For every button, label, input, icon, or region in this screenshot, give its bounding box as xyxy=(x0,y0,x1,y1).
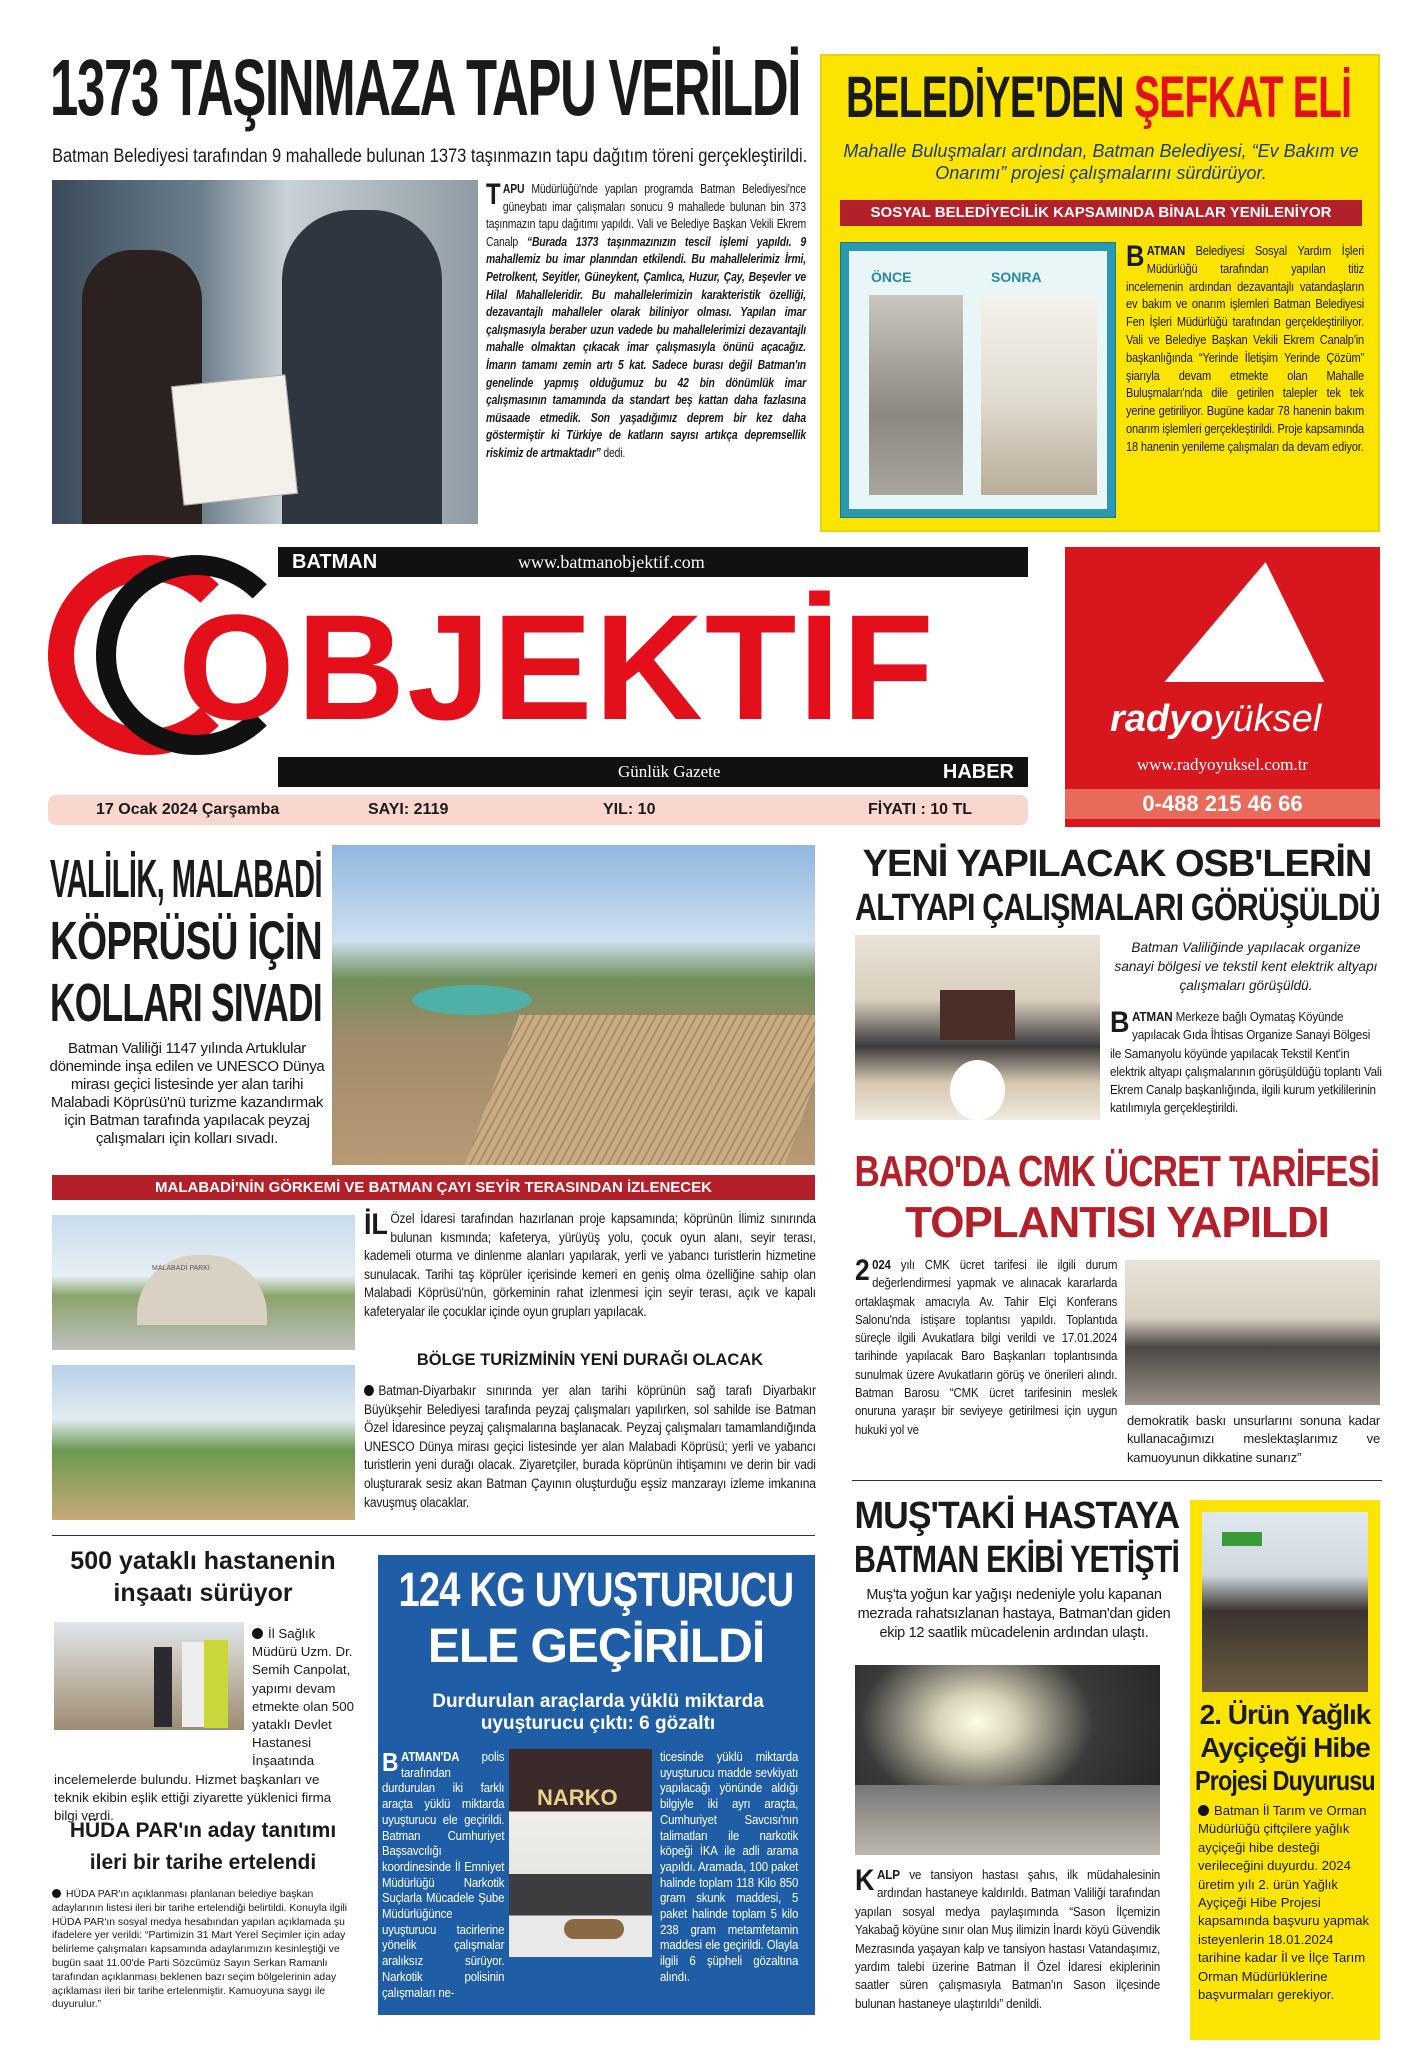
body-text: Belediyesi Sosyal Yardım İşleri Müdürlüğü tarafından yapılan titiz incelemenin ardından dezavantajlı vatandaşların ev bakım ve onarım işlemleri Batman Belediyesi Fen İşleri Müdürlüğü tarafından gerçekleştiriliyor. Vali ve Belediye Başkan Vekili Ekrem Canalp'in başkanlığında “Yerinde İletişim Yerinde Çözüm” şiarıyla devam etmekte olan Mahalle Buluşmaları'nda dile getirilen talepler tek tek yerine getiriliyor. Bugüne kadar 78 hanenin bakım onarım işlemleri gerçekleştirildi. Proje kapsamında 18 hanenin yenileme çalışmaları da devam ediyor. xyxy=(1126,243,1364,454)
body-end: dedi. xyxy=(600,444,626,460)
tapu-headline: 1373 TAŞINMAZA TAPU VERİLDİ xyxy=(50,43,801,132)
drop-cap: B xyxy=(1126,240,1145,273)
drop-cap: K xyxy=(855,1864,875,1897)
radyo-phone: 0-488 215 46 66 xyxy=(1065,789,1380,819)
lead-word: ATMAN xyxy=(1146,243,1186,258)
malabadi-render-photo xyxy=(332,845,815,1165)
baro-body xyxy=(855,1256,1117,1439)
malabadi-bar: MALABADİ'NİN GÖRKEMİ VE BATMAN ÇAYI SEYİR TERASINDAN İZLENECEK xyxy=(52,1175,815,1200)
narkotik-photo xyxy=(509,1749,652,1957)
osb-body xyxy=(1110,1008,1382,1118)
haber-label: HABER xyxy=(942,761,1014,783)
lead-word: ATMAN xyxy=(1132,1009,1173,1024)
radyo-yuksel-ad[interactable] xyxy=(1065,547,1380,827)
city-label: BATMAN xyxy=(292,551,378,573)
mus-body xyxy=(855,1866,1160,2013)
issue-date: 17 Ocak 2024 Çarşamba xyxy=(96,801,280,818)
masthead-top-bar xyxy=(278,547,1028,577)
osb-summary: Batman Valiliğinde yapılacak organize sanayi bölgesi ve tekstil kent elektrik altyapı çalışmaları görüşüldü. xyxy=(1114,940,1378,993)
radyo-brand: radyoyüksel xyxy=(1110,698,1322,740)
aycicegi-photo xyxy=(1202,1512,1368,1692)
drop-cap: B xyxy=(1110,1006,1130,1039)
sefkat-title: BELEDİYE'DEN ŞEFKAT ELİ xyxy=(846,65,1352,130)
body-text: Merkeze bağlı Oymataş Köyünde yapılacak Gıda İhtisas Organize Sanayi Bölgesi ile Samanyolu köyünde yapılacak Tekstil Kent'in elektrik altyapı çalışmalarının görüşüldüğü toplantı Vali Ekrem Canalp başkanlığında, ilgili kurum yetkililerinin katılımıyla gerçekleştirildi. xyxy=(1110,1009,1382,1116)
tapu-body xyxy=(486,180,806,462)
body-text: Müdürlüğü'nde yapılan programda Batman Belediyesi'nce güneybatı imar çalışmaları sonucu 9 mahallede bulunan bin 373 taşınmazın tapu dağıtımı yapıldı. Vali ve Belediye Başkan Vekili Ekrem Canalp xyxy=(486,181,806,249)
aycicegi-headline: 2. Ürün Yağlık Ayçiçeği Hibe Projesi Duyurusu xyxy=(1195,1699,1375,1796)
lead-word: ATMAN'DA xyxy=(400,1749,460,1764)
sefkat-bar: SOSYAL BELEDİYECİLİK KAPSAMINDA BİNALAR YENİLENİYOR xyxy=(840,200,1362,226)
malabadi-subhead: BÖLGE TURİZMİNİN YENİ DURAĞI OLACAK xyxy=(416,1351,764,1369)
sefkat-subtitle: Mahalle Buluşmaları ardından, Batman Belediyesi, “Ev Bakım ve Onarımı” projesi çalışmalarını sürdürüyor. xyxy=(843,141,1359,183)
divider xyxy=(852,1480,1382,1481)
malabadi-park-photo xyxy=(52,1215,355,1350)
masthead xyxy=(48,545,1028,828)
park-sign: MALABADİ PARKI xyxy=(152,1265,210,1272)
bullet-icon xyxy=(252,1628,263,1639)
before-after-photo xyxy=(840,242,1116,518)
sefkat-body xyxy=(1126,242,1364,456)
info-strip xyxy=(48,795,1028,825)
bullet-icon xyxy=(364,1385,374,1396)
mus-headline: MUŞ'TAKİ HASTAYA BATMAN EKİBİ YETİŞTİ xyxy=(854,1495,1180,1581)
before-label: ÖNCE xyxy=(871,269,912,285)
narkotik-headline: 124 KG UYUŞTURUCU ELE GEÇİRİLDİ xyxy=(398,1564,794,1673)
aycicegi-body: Batman İl Tarım ve Orman Müdürlüğü çiftçilere yağlık ayçiçeği hibe desteği verileceğini duyurdu. 2024 üretim yılı 2. ürün Yağlık Ayçiçeği Hibe Projesi kapsamında başvuru yapmak isteyenlerin 18.01.2024 tarihine kadar İl ve İlçe Tarım Orman Müdürlüklerine başvurmaları gerekiyor. xyxy=(1198,1803,1370,2003)
lead-word: 024 xyxy=(872,1257,891,1272)
malabadi-summary: Batman Valiliği 1147 yılında Artuklular döneminde inşa edilen ve UNESCO Dünya mirası geçici listesinde yer alan tarihi Malabadi Köprüsü'nü turizme kazandırmak için Batman tarafında yapılacak peyzaj çalışmaları için kolları sıvadı. xyxy=(49,1040,325,1147)
masthead-title: OBJEKTİF xyxy=(178,583,936,751)
narkotik-body-left xyxy=(382,1749,504,2000)
divider xyxy=(52,1535,815,1536)
body-text: yılı CMK ücret tarifesi ile ilgili durum değerlendirmesi yapmak ve alınacak kararlarda ortaklaşmak amacıyla Av. Tahir Elçi Konferans Salonu'nda istişare toplantısı yapıldı. Toplantıda süreçle ilgili Avukatlara bilgi verildi ve 17.01.2024 tarihinde yapılacak Baro Başkanları toplantısında sunulmak üzere Avukatların görüş ve önerileri alındı. Batman Barosu “CMK ücret tarifesinin meslek onuruna yaraşır bir seviyeye getirilmesi için uygun hukuki yol ve xyxy=(855,1257,1118,1437)
mus-summary: Muş'ta yoğun kar yağışı nedeniyle yolu kapanan mezrada rahatsızlanan hastaya, Batman'dan giden ekip 12 saatlik mücadelenin ardından ulaştı. xyxy=(857,1587,1171,1641)
baro-body-cont: demokratik baskı unsurlarını sonuna kadar kullanacağımızı meslektaşlarımız ve kamuoyunun dikkatine sunarız” xyxy=(1127,1413,1380,1465)
drop-cap: T xyxy=(486,178,501,211)
malabadi-terrace-photo xyxy=(52,1365,355,1520)
hudapar-headline: HÜDA PAR'ın aday tanıtımı ileri bir tarihe ertelendi xyxy=(69,1819,337,1874)
baro-meeting-photo xyxy=(1125,1260,1380,1405)
quote-text: “Burada 1373 taşınmazınızın tescil işlemi yapıldı. 9 mahallemiz bu imar planından etkilendi. Bu mahallelerimiz İrmi, Petrolkent, Seyitler, Güneykent, Çamlıca, Huzur, Çay, Beşevler ve Hilal Mahalleleridir. Bu mahallelerimizin karakteristik özelliği, dezavantajlı mahalleler olarak biliniyor olması. Yapılan imar çalışmasıyla beraber uzun vadede bu mahallelerimizi dezavantajlı mahalle olmaktan çıkacak imar çalışmasıyla önünü açacağız. İmarın tamamı zemin artı 5 kat. Sadece burası değil Batman'ın genelinde yapmış olduğumuz bu 42 bin dönümlük imar çalışmasının tamamında da standart beş kattan daha fazlasına müsaade etmedik. Son yaşadığımız deprem bir kez daha göstermiştir ki Türkiye de katların sayısı artıkça depremsellik riskimiz de artmaktadır” xyxy=(486,233,806,460)
aycicegi-box xyxy=(1190,1500,1380,2040)
issue-price: FİYATI : 10 TL xyxy=(868,801,973,818)
hastane-body: İl Sağlık Müdürü Uzm. Dr. Semih Canpolat, yapımı devam etmekte olan 500 yataklı Devlet Hastanesi İnşaatında incelemelerde bulundu. Hizmet başkanları ve teknik ekibin eşlik ettiği ziyarette yüklenici firma bilgi verdi. xyxy=(54,1626,355,1824)
bullet-icon xyxy=(1198,1805,1209,1816)
narko-label: NARKO xyxy=(537,1785,618,1810)
bullet-icon xyxy=(52,1889,61,1898)
lead-word: APU xyxy=(502,181,525,196)
lead-word: ALP xyxy=(877,1867,900,1882)
masthead-bottom-bar xyxy=(278,757,1028,787)
tapu-photo xyxy=(52,180,478,524)
drop-cap: 2 xyxy=(855,1254,870,1287)
osb-meeting-photo xyxy=(855,935,1100,1120)
hudapar-body: HÜDA PAR'ın açıklanması planlanan belediye başkan adaylarının listesi ileri bir tarihe ertelendiği belirtildi. Konuyla ilgili HÜDA PAR'ın sosyal medya hesabından yapılan açıklamada şu ifadelere yer verildi: “Partimizin 31 Mart Yerel Seçimler için aday belirleme çalışmaları kapsamında adaylarımızın kesinleştiği ve bugün saat 11.00'de Parti Sözcümüz Sayın Serkan Ramanlı tarafından açıklanması beklenen bazı seçim bölgelerinin aday açıklaması ileri bir tarihe ertelenmiştir. Kamuoyuna saygı ile duyurulur.” xyxy=(52,1889,348,2011)
radyo-logo-mark xyxy=(1164,562,1345,682)
body-text: ve tansiyon hastası şahıs, ilk müdahalesinin ardından hastaneye kaldırıldı. Batman Valiliği tarafından yapılan sosyal medya paylaşımında “Sason İlçemizin Yakabağ köyüne sınır olan Muş ilimizin İnardı köyü Güvendik Mezrasında yaşayan kalp ve tansiyon hastası Vatandaşımız, yardım talebi üzerine Batman İl Özel İdaresi ekiplerinin saatler süren çalışmasıyla Batman'ın Sason ilçesinde bulunan hastaneye ulaştırıldı” denildi. xyxy=(855,1867,1161,2011)
body-text: Batman-Diyarbakır sınırında yer alan tarihi köprünün sağ tarafı Diyarbakır Büyükşehir Belediyesi tarafında peyzaj çalışmaları yapılırken, sol sahilde ise Batman Özel İdaresince peyzaj çalışmalarına başlanacak. Peyzaj çalışmaları tamamlandığında UNESCO Dünya mirası geçici listesinde yer alan Malabadi Köprüsü; yerli ve yabancı turistlerin yeni durağı olacak. Ziyaretçiler, burada köprünün ihtişamını ve derin bir vadi oluşturarak sesiz akan Batman Çayının oluşturduğu eşsiz manzarayı izleme imkanına kavuşmuş olacaklar. xyxy=(364,1383,816,1510)
before-photo xyxy=(869,295,963,495)
sefkat-box xyxy=(820,54,1380,532)
narkotik-box xyxy=(378,1555,815,2015)
malabadi-body-1 xyxy=(364,1210,816,1322)
tapu-subtitle: Batman Belediyesi tarafından 9 mahallede bulunan 1373 taşınmazın tapu dağıtım töreni gerçekleştirildi. xyxy=(52,146,808,167)
body-text: Özel İdaresi tarafından hazırlanan proje kapsamında; köprünün İlimiz sınırında bulunan kısmında; kafeterya, yürüyüş yolu, çocuk oyun alanı, seyir terası, kademeli oturma ve dinlenme alanları yapılarak, yerli ve yabancı turistlerin hizmetine sunulacak. Tarihi taş köprüler içerisinde kemeri en geniş olma özelliğine sahip olan Malabadi Köprüsü'nün, görkeminin rahat izlenmesi için seyir terası, açık ve kapalı kafeteryalar ile çocuklar içinde oyun grupları yapılacak. xyxy=(364,1211,816,1319)
drop-cap: İL xyxy=(364,1208,388,1241)
narkotik-body-right: ticesinde yüklü miktarda uyuşturucu madde sevkiyatı yapılacağı yönünde aldığı bilgiyle iki ayrı araçta, Cumhuriyet Savcısı'nın talimatları ile narkotik köpeği İKA ile adli arama yapıldı. Aramada, 100 paket halinde toplam 118 Kilo 850 gram skunk maddesi, 5 paket halinde toplam 5 kilo 238 gram metamfetamin maddesi ele geçirildi. Olayla ilgili 6 şüpheli gözaltına alındı. xyxy=(660,1749,799,1984)
mus-night-photo xyxy=(855,1665,1160,1855)
after-photo xyxy=(981,295,1097,495)
tagline: Günlük Gazete xyxy=(618,762,721,781)
baro-headline: BARO'DA CMK ÜCRET TARİFESİ TOPLANTISI YAPILDI xyxy=(854,1147,1380,1247)
malabadi-headline: VALİLİK, MALABADİ KÖPRÜSÜ İÇİN KOLLARI SIVADI xyxy=(50,849,323,1033)
hastane-headline: 500 yataklı hastanenin inşaatı sürüyor xyxy=(70,1547,336,1607)
drop-cap: B xyxy=(382,1747,399,1777)
website-link[interactable]: www.batmanobjektif.com xyxy=(518,552,705,572)
radyo-website[interactable]: www.radyoyuksel.com.tr xyxy=(1136,755,1309,774)
issue-number: SAYI: 2119 xyxy=(368,801,449,818)
osb-headline: YENİ YAPILACAK OSB'LERİN ALTYAPI ÇALIŞMALARI GÖRÜŞÜLDÜ xyxy=(854,843,1380,929)
narkotik-subhead: Durdurulan araçlarda yüklü miktarda uyuşturucu çıktı: 6 gözaltı xyxy=(432,1691,764,1734)
after-label: SONRA xyxy=(991,269,1042,285)
issue-year: YIL: 10 xyxy=(603,801,656,818)
body-text: polis tarafından durdurulan iki farklı araçta yüklü miktarda uyuşturucu ele geçirildi. Batman Cumhuriyet Başsavcılığı koordinesinde İl Emniyet Müdürlüğü Narkotik Suçlarla Mücadele Şube Müdürlüğünce uyuşturucu tacirlerine yönelik çalışmalar aralıksız sürüyor. Narkotik polisinin çalışmaları ne- xyxy=(382,1749,505,2000)
malabadi-body-2 xyxy=(364,1382,816,1512)
